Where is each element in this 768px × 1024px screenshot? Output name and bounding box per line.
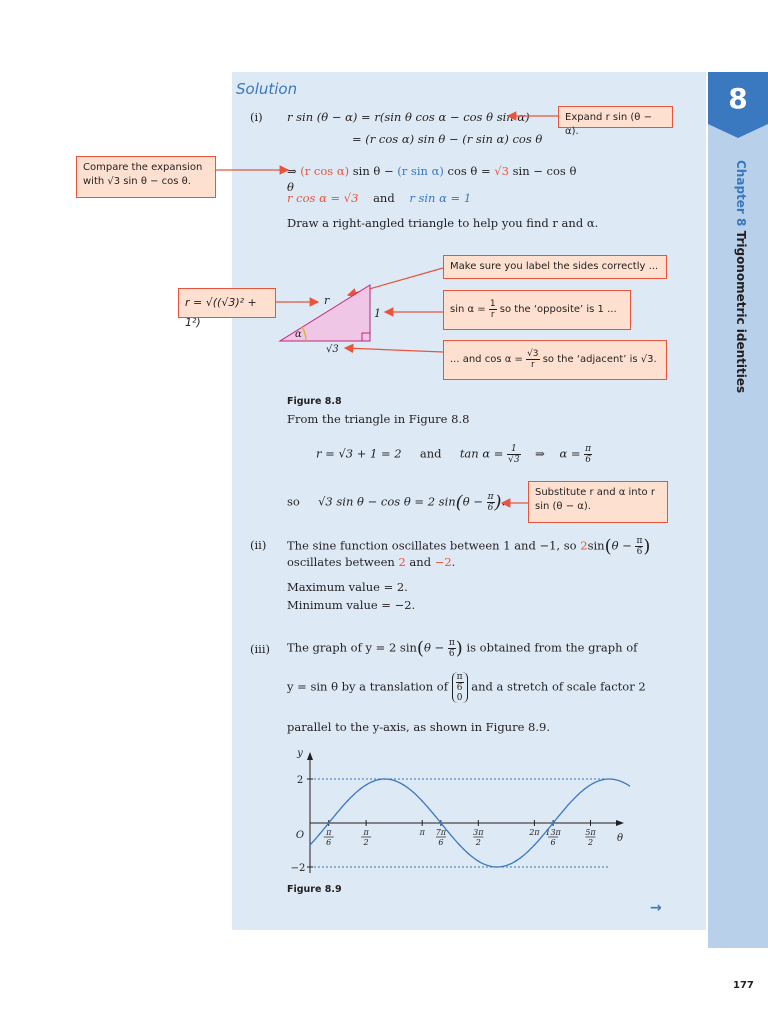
y-axis-arrow [307, 752, 313, 760]
root3-term: √3 [494, 164, 509, 178]
x-tick-label-den: 6 [326, 838, 332, 847]
line3-text-b: sin θ − [349, 164, 398, 178]
so-inner: θ − [462, 494, 483, 509]
part-iii-text2b: and a stretch of scale factor 2 [471, 679, 646, 694]
part-ii-label: (ii) [250, 538, 267, 552]
vector-bottom: 0 [456, 693, 463, 703]
translation-vector [452, 672, 468, 703]
min-value: Minimum value = −2. [287, 598, 416, 612]
x-tick-label: π [419, 828, 425, 837]
vector-top-frac [456, 672, 464, 693]
sine-graph [280, 748, 630, 873]
data-point [319, 834, 321, 836]
part-i-line1: r sin (θ − α) = r(sin θ cos α − cos θ sin α) [287, 110, 530, 124]
data-point [421, 800, 423, 802]
data-point [328, 822, 330, 824]
x-tick-label-num: 3π [473, 828, 484, 837]
calc-line [316, 444, 592, 465]
y-tick-label: −2 [290, 863, 306, 873]
vector-top-num: π [456, 672, 463, 682]
x-tick-label-den: 2 [363, 838, 369, 847]
part-iii-frac-den: 6 [448, 649, 455, 659]
part-iii-frac [448, 638, 456, 659]
so-word: so [287, 494, 300, 509]
cos-alpha-text: ... and cos α = [450, 354, 523, 365]
sin-alpha-num: 1 [489, 298, 496, 309]
data-point [552, 822, 554, 824]
part-ii-text2a: oscillates between [287, 555, 399, 569]
rcos-term: (r cos α) [300, 164, 350, 178]
rcos-eq: r cos α = √3 [287, 191, 359, 205]
data-point [496, 866, 498, 868]
sin-alpha-den: r [490, 309, 495, 320]
so-expr: √3 sin θ − cos θ = 2 sin [318, 494, 456, 509]
part-ii-text2e: . [451, 555, 456, 569]
part-ii-two: 2 [580, 538, 588, 553]
implies-arrow: ⇒ [287, 164, 297, 178]
x-tick-label-den: 2 [475, 838, 481, 847]
calc-tan-num: 1 [507, 444, 520, 455]
line3-text-f: sin − cos θ [508, 164, 577, 178]
triangle-alpha-label: α [295, 329, 302, 340]
x-tick-label-num: 5π [585, 828, 596, 837]
triangle-one-label: 1 [374, 307, 381, 320]
callout-r-formula-text: r = √((√3)² + 1²) [185, 296, 257, 329]
part-i-label: (i) [250, 110, 263, 124]
data-point [534, 844, 536, 846]
data-point [365, 784, 367, 786]
part-ii-line2 [287, 555, 455, 569]
y-tick-label: 2 [296, 775, 304, 786]
data-point [515, 860, 517, 862]
part-ii-inner: θ − [611, 538, 632, 553]
figure-8-9-caption: Figure 8.9 [287, 884, 342, 895]
sin-alpha-text: sin α = [450, 304, 486, 315]
part-ii-minus2: −2 [434, 555, 452, 569]
data-point [440, 822, 442, 824]
part-ii-frac-den: 6 [636, 547, 643, 557]
y-axis-label: y [297, 748, 303, 759]
triangle-r-label: r [324, 294, 330, 307]
x-tick-label-den: 6 [550, 838, 556, 847]
from-triangle-text: From the triangle in Figure 8.8 [287, 412, 470, 426]
rsin-eq: r sin α = 1 [409, 191, 472, 205]
chapter-number: 8 [728, 81, 748, 115]
data-point [347, 800, 349, 802]
x-axis-arrow [616, 820, 624, 826]
x-tick-label-num: π [363, 828, 369, 837]
so-line: so √3 sin θ − cos θ = 2 sin(θ − $\frac{\pi}{6}$ ). [287, 492, 506, 513]
so-frac-den: 6 [487, 503, 494, 513]
arrow-adjacent [345, 348, 443, 352]
cos-alpha-den: r [530, 359, 535, 370]
calc-r: r = √3 + 1 = 2 [316, 446, 402, 461]
solution-heading: Solution [236, 80, 298, 98]
rsin-term: (r sin α) [397, 164, 444, 178]
x-tick-label: 2π [529, 828, 540, 837]
calc-alpha-num: π [585, 444, 592, 454]
part-ii-text2c: and [405, 555, 435, 569]
x-axis-label: θ [616, 833, 624, 844]
vector-top-den: 6 [456, 683, 463, 693]
data-point [403, 784, 405, 786]
x-tick-label-num: 13π [545, 828, 561, 837]
part-iii-label: (iii) [250, 642, 271, 656]
page-number: 177 [733, 980, 754, 991]
part-ii-text1: The sine function oscillates between 1 and −1, so [287, 538, 581, 553]
part-iii-line1: The graph of y = 2 sin(θ − $\frac{\pi}{6}$ ) is obtained from the graph of [287, 638, 638, 659]
sin-alpha-text-b: so the ‘opposite’ is 1 ... [499, 304, 617, 315]
x-tick-label-num: 7π [435, 828, 447, 837]
x-tick-label-num: π [326, 828, 332, 837]
part-iii-inner: θ − [423, 640, 445, 655]
calc-alpha-den: 6 [585, 455, 591, 465]
line3-text-d: cos θ = [443, 164, 495, 178]
so-frac [487, 492, 495, 513]
part-i-line2: = (r cos α) sin θ − (r sin α) cos θ [352, 132, 543, 146]
x-tick-label-den: 6 [438, 838, 444, 847]
cos-alpha-text-b: so the ‘adjacent’ is √3. [542, 354, 657, 365]
callout-expand-text: Expand r sin (θ − α). [565, 112, 652, 137]
callout-substitute-text: Substitute r and α into r sin (θ − α). [535, 487, 655, 512]
calc-tan: tan α = [459, 446, 504, 461]
callout-compare-text: Compare the expansion with √3 sin θ − cos θ. [83, 162, 203, 187]
part-iii-text1a: The graph of y = 2 sin [287, 640, 417, 655]
data-point [459, 844, 461, 846]
cos-alpha-num: √3 [527, 348, 539, 359]
calc-tan-den: √3 [508, 455, 520, 465]
calc-alpha-frac [584, 444, 592, 465]
chapter-label-number: 8 [734, 218, 748, 227]
data-point [384, 778, 386, 780]
part-i-theta: θ [287, 180, 294, 194]
callout-label-sides-text: Make sure you label the sides correctly ... [450, 261, 659, 272]
part-iii-frac-num: π [448, 638, 455, 648]
calc-implies: ⇒ [535, 446, 545, 461]
part-ii-two-b: 2 [398, 555, 406, 569]
calc-and: and [419, 446, 442, 461]
part-iii-line2 [287, 672, 646, 703]
part-ii-line1: The sine function oscillates between 1 and −1, so 2sin(θ − $\frac{\pi}{6}$ ) [287, 536, 651, 557]
part-ii-sin: sin [587, 538, 605, 553]
and-word: and [373, 191, 395, 205]
origin-label: O [295, 830, 305, 841]
calc-tan-frac [507, 444, 520, 465]
x-tick-label-den: 2 [587, 838, 594, 847]
part-iii-text1b: is obtained from the graph of [466, 640, 638, 655]
data-point [478, 860, 480, 862]
calc-alpha: α = [559, 446, 581, 461]
chapter-label: Chapter [734, 160, 748, 214]
triangle-root3-label: √3 [326, 344, 339, 355]
max-value: Maximum value = 2. [287, 580, 408, 594]
figure-8-8-caption: Figure 8.8 [287, 396, 342, 407]
so-frac-num: π [487, 492, 494, 502]
part-ii-frac-num: π [636, 536, 643, 546]
chapter-title: Trigonometric identities [734, 230, 748, 394]
part-iii-text2a: y = sin θ by a translation of [287, 679, 448, 694]
next-arrow-icon[interactable]: → [650, 900, 662, 916]
part-i-line5: Draw a right-angled triangle to help you find r and α. [287, 216, 599, 230]
part-iii-line3: parallel to the y-axis, as shown in Figure 8.9. [287, 720, 550, 734]
